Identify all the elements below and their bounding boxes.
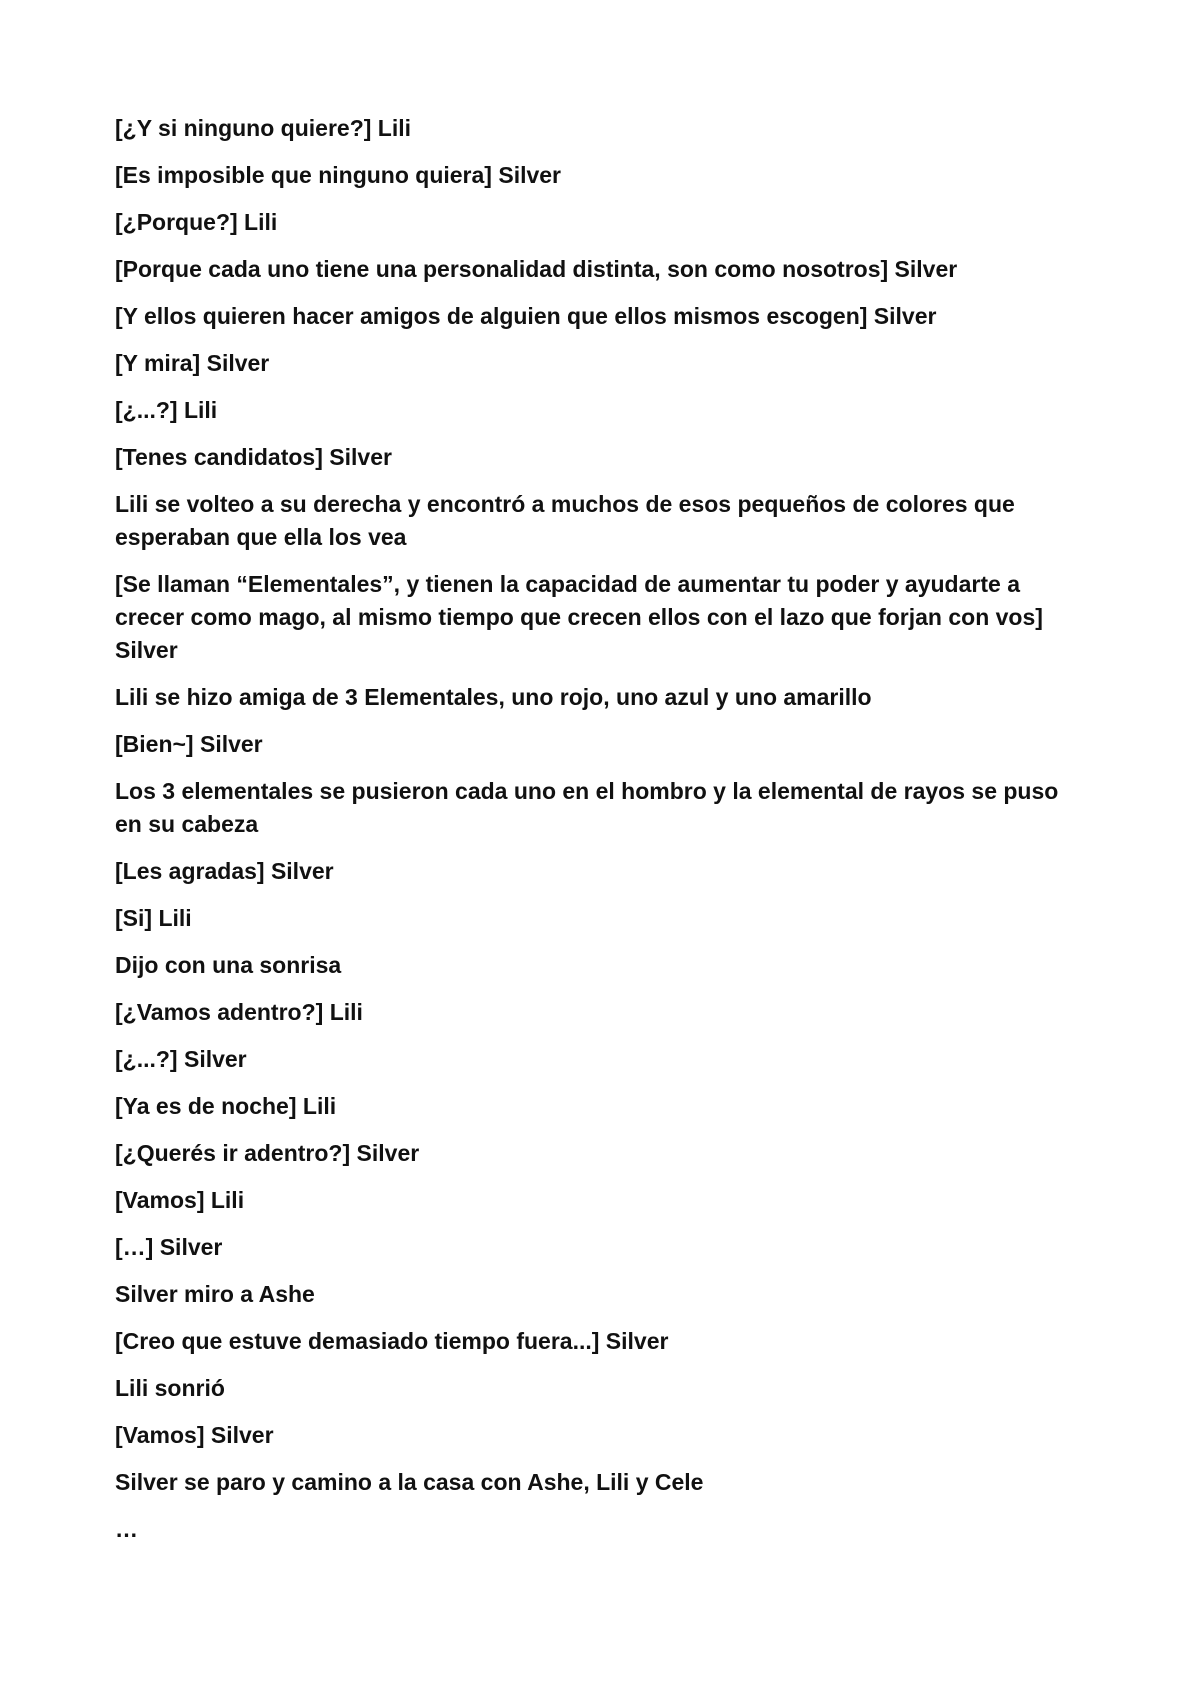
paragraph-24: [Creo que estuve demasiado tiempo fuera...] Silver [115,1328,669,1354]
paragraph-23: Silver miro a Ashe [115,1281,315,1307]
paragraph-1: [¿Y si ninguno quiere?] Lili [115,115,412,141]
paragraph-8: [Tenes candidatos] Silver [115,444,392,470]
paragraph-21: [Vamos] Lili [115,1187,245,1213]
paragraph-6: [Y mira] Silver [115,350,270,376]
paragraph-9: Lili se volteo a su derecha y encontró a muchos de esos pequeños de colores que esperaban que ella los vea [115,491,1015,550]
paragraph-25: Lili sonrió [115,1375,225,1401]
paragraph-22: […] Silver [115,1234,223,1260]
paragraph-13: Los 3 elementales se pusieron cada uno en el hombro y la elemental de rayos se puso en su cabeza [115,778,1059,837]
paragraph-5: [Y ellos quieren hacer amigos de alguien que ellos mismos escogen] Silver [115,303,937,329]
paragraph-11: Lili se hizo amiga de 3 Elementales, uno rojo, uno azul y uno amarillo [115,684,872,710]
paragraph-18: [¿...?] Silver [115,1046,247,1072]
paragraph-10: [Se llaman “Elementales”, y tienen la capacidad de aumentar tu poder y ayudarte a crecer como mago, al mismo tiempo que crecen ellos con el lazo que forjan con vos] Silver [115,571,1043,663]
paragraph-3: [¿Porque?] Lili [115,209,278,235]
paragraph-4: [Porque cada uno tiene una personalidad distinta, son como nosotros] Silver [115,256,958,282]
document-body [115,112,1075,1560]
paragraph-26: [Vamos] Silver [115,1422,274,1448]
paragraph-20: [¿Querés ir adentro?] Silver [115,1140,420,1166]
paragraph-19: [Ya es de noche] Lili [115,1093,337,1119]
paragraph-12: [Bien~] Silver [115,731,263,757]
paragraph-14: [Les agradas] Silver [115,858,334,884]
paragraph-15: [Si] Lili [115,905,192,931]
paragraph-27: Silver se paro y camino a la casa con Ashe, Lili y Cele [115,1469,704,1495]
paragraph-16: Dijo con una sonrisa [115,952,342,978]
paragraph-17: [¿Vamos adentro?] Lili [115,999,363,1025]
paragraph-7: [¿...?] Lili [115,397,218,423]
paragraph-28: … [115,1516,138,1542]
paragraph-2: [Es imposible que ninguno quiera] Silver [115,162,562,188]
